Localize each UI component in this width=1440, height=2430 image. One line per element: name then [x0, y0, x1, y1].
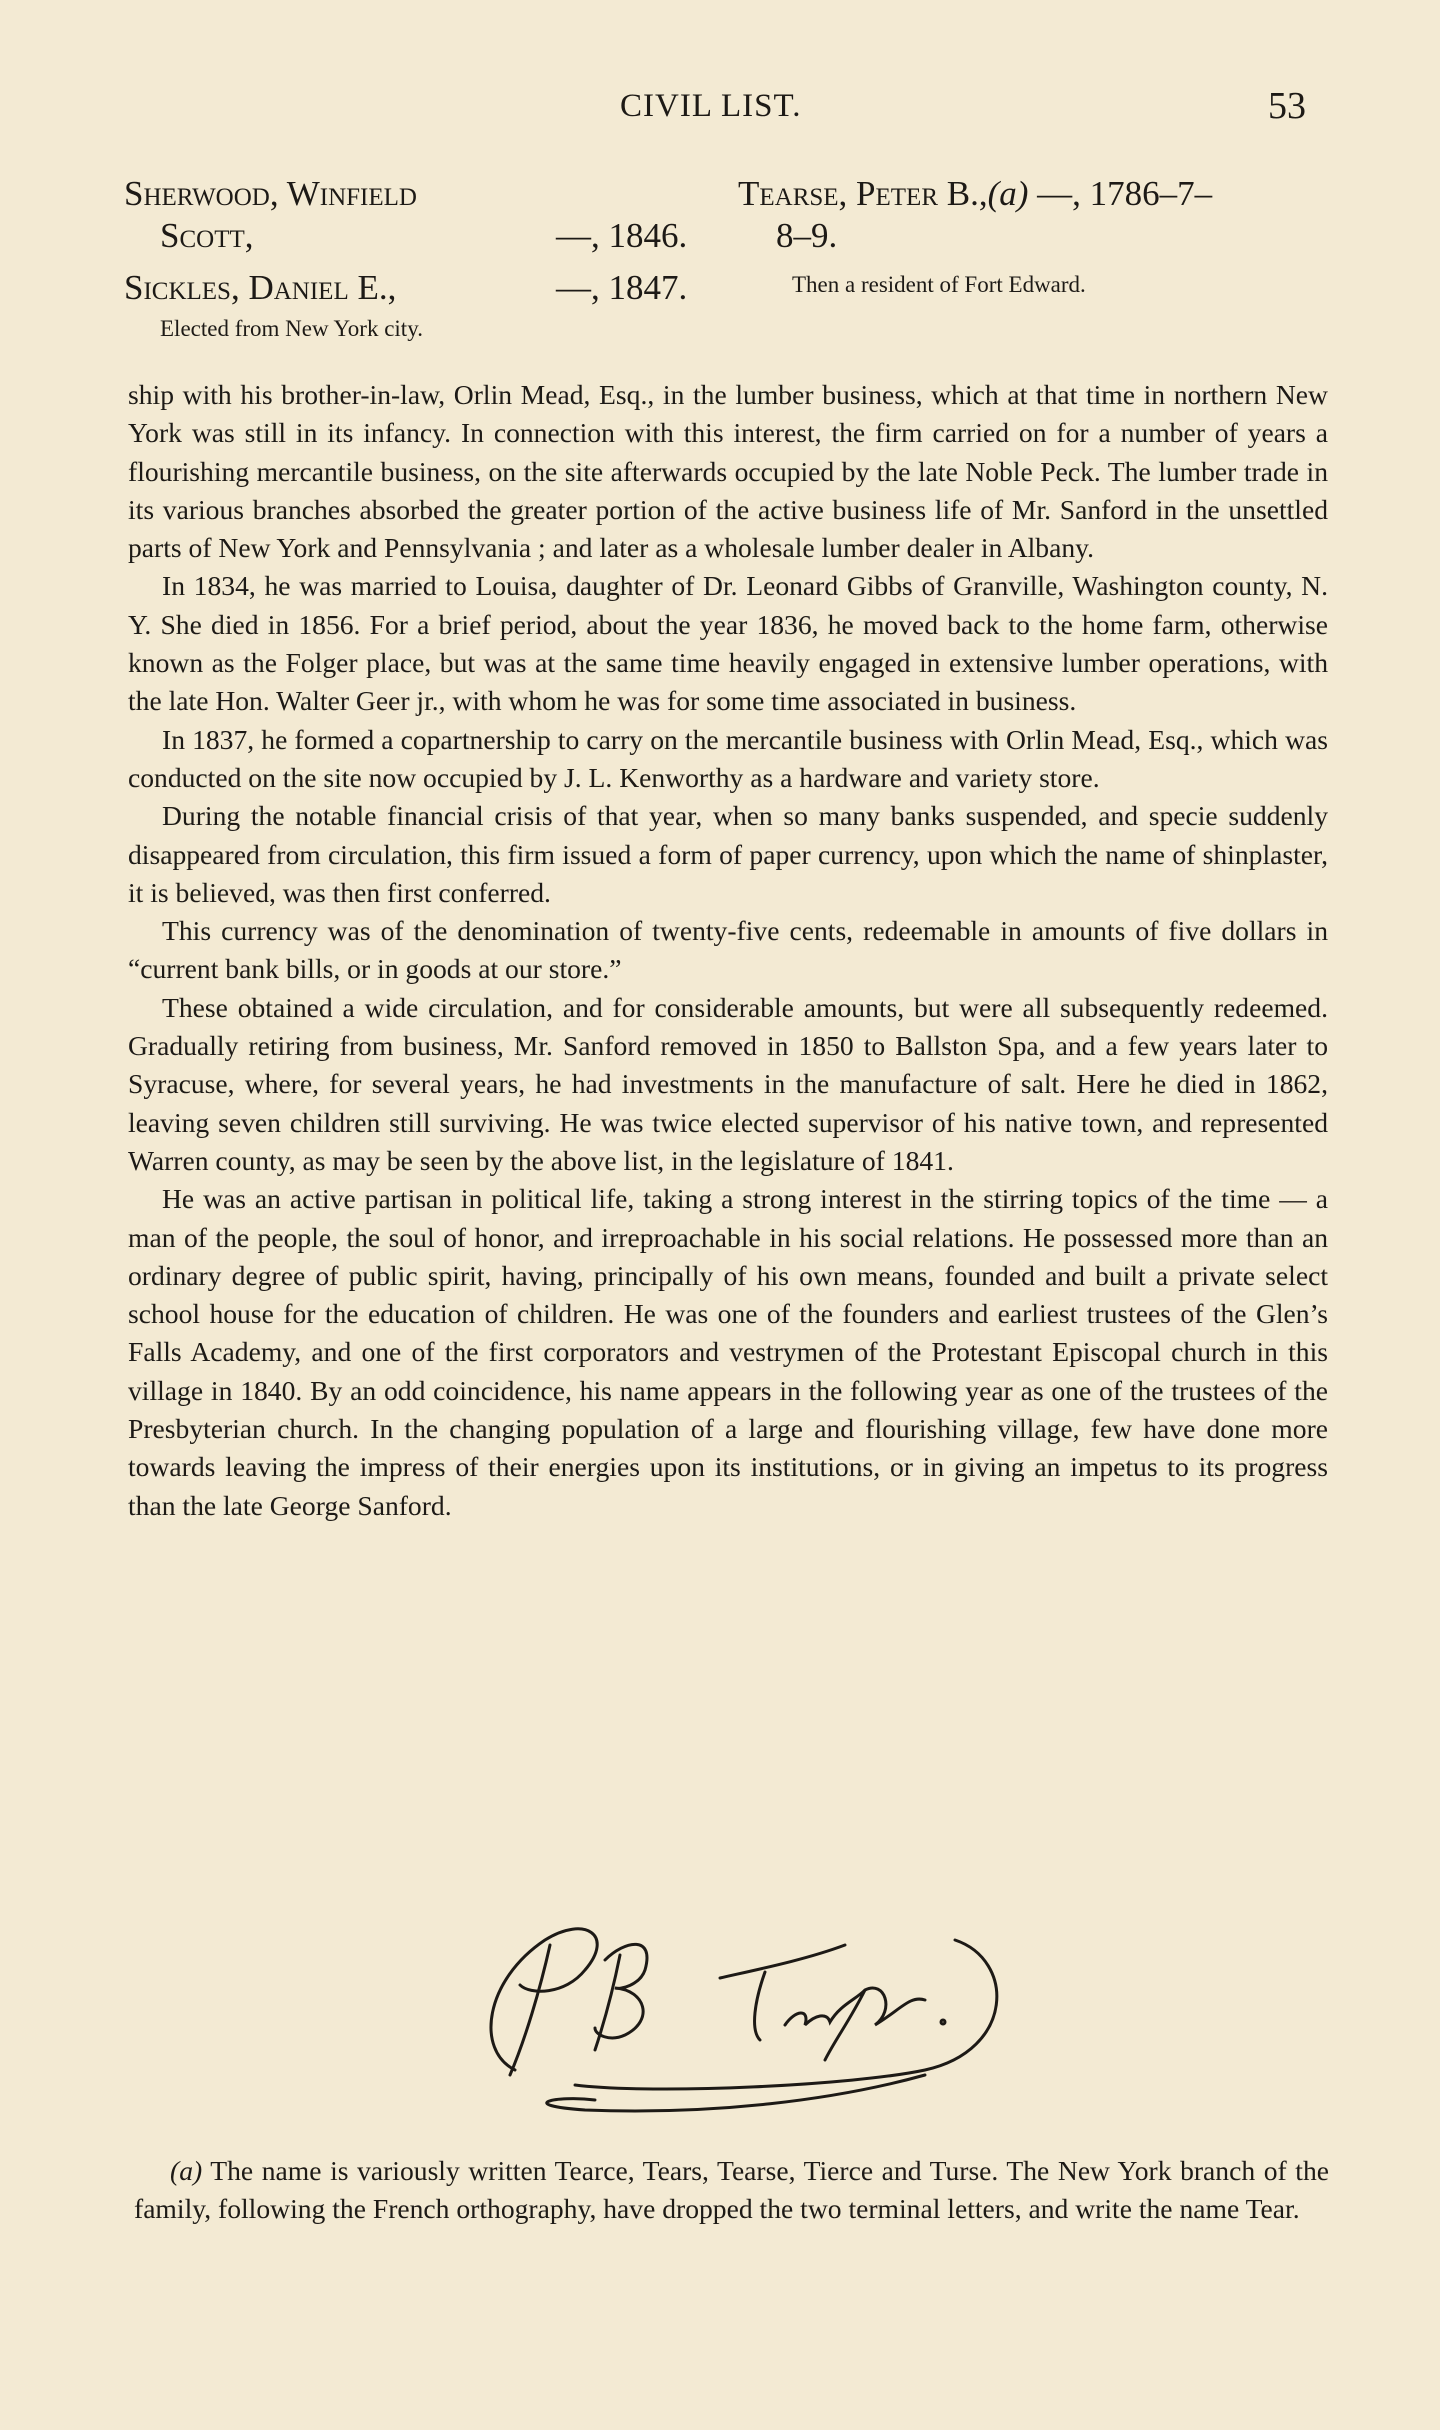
- entry-term-tearse-cont: 8–9.: [776, 216, 838, 255]
- entry-tearse: [738, 174, 1212, 214]
- footnote-text: The name is variously written Tearce, Tears, Tearse, Tierce and Turse. The New York branch of the family, following the French orthography, have dropped the two terminal letters, and write the name Tear.: [134, 2155, 1330, 2224]
- signature-image: [455, 1900, 1025, 2120]
- paragraph: In 1837, he formed a copartnership to carry on the mercantile business with Orlin Mead, Esq., which was conducted on the site now occupied by J. L. Kenworthy as a hardware and variety store.: [128, 723, 1328, 793]
- paragraph: In 1834, he was married to Louisa, daughter of Dr. Leonard Gibbs of Granville, Washington county, N. Y. She died in 1856. For a brief period, about the year 1836, he moved back to the home farm, otherwise known as the Folger place, but was at the same time heavily engaged in extensive lumber operations, with the late Hon. Walter Geer jr., with whom he was for some time associated in business.: [128, 570, 1328, 717]
- paragraph: This currency was of the denomination of twenty-five cents, redeemable in amounts of five dollars in “current bank bills, or in goods at our store.”: [128, 915, 1328, 985]
- footnote-marker: (a): [170, 2155, 203, 2186]
- paragraph: These obtained a wide circulation, and for considerable amounts, but were all subsequently redeemed. Gradually retiring from business, Mr. Sanford removed in 1850 to Ballston Spa, and a few years later to Syracuse, where, for several years, he had investments in the manufacture of salt. Here he died in 1862, leaving seven children still surviving. He was twice elected supervisor of his native town, and represented Warren county, as may be seen by the above list, in the legislature of 1841.: [128, 991, 1328, 1176]
- running-head: CIVIL LIST.: [620, 88, 802, 124]
- entry-name-sherwood: Sherwood, Winfield: [124, 174, 417, 213]
- entry-term-sickles: —, 1847.: [556, 268, 688, 307]
- body-text: [128, 376, 1328, 1525]
- footnote-ref: (a): [987, 174, 1029, 213]
- entry-note-tearse: Then a resident of Fort Edward.: [792, 272, 1086, 297]
- paragraph: He was an active partisan in political life, taking a strong interest in the stirring topics of the time — a man of the people, the soul of honor, and irreproachable in his social relations. He possessed more than an ordinary degree of public spirit, having, principally of his own means, founded and built a private select school house for the education of children. He was one of the founders and earliest trustees of the Glen’s Falls Academy, and one of the first corporators and vestrymen of the Protestant Episcopal church in this village in 1840. By an odd coincidence, his name appears in the following year as one of the trustees of the Presbyterian church. In the changing population of a large and flourishing village, few have done more towards leaving the impress of their energies upon its institutions, or in giving an impetus to its progress than the late George Sanford.: [128, 1183, 1328, 1521]
- entry-term-tearse: —, 1786–7–: [1037, 174, 1213, 213]
- entry-name-tearse: Tearse, Peter B.,: [738, 174, 988, 213]
- paragraph: ship with his brother-in-law, Orlin Mead, Esq., in the lumber business, which at that time in northern New York was still in its infancy. In connection with this interest, the firm carried on for a number of years a flourishing mercantile business, on the site afterwards occupied by the late Noble Peck. The lumber trade in its various branches absorbed the greater portion of the active business life of Mr. Sanford in the unsettled parts of New York and Pennsylvania ; and later as a wholesale lumber dealer in Albany.: [128, 379, 1328, 564]
- page-number: 53: [1268, 85, 1306, 127]
- entry-name-sherwood-cont: Scott,: [160, 216, 254, 255]
- footnote: [134, 2152, 1329, 2228]
- entry-term-sherwood: —, 1846.: [556, 216, 688, 255]
- entry-note-sickles: Elected from New York city.: [160, 316, 423, 341]
- paragraph: During the notable financial crisis of that year, when so many banks suspended, and specie suddenly disappeared from circulation, this firm issued a form of paper currency, upon which the name of shinplaster, it is believed, was then first conferred.: [128, 800, 1328, 908]
- entry-name-sickles: Sickles, Daniel E.,: [124, 268, 397, 307]
